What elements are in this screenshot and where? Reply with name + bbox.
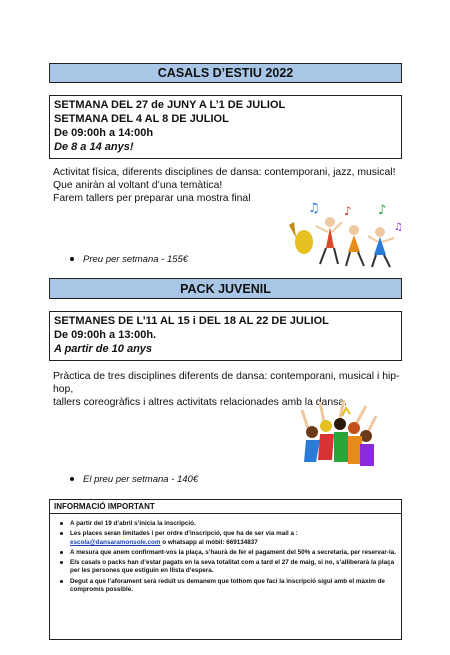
info-header: INFORMACIÓ IMPORTANT <box>50 500 401 514</box>
email-link[interactable]: escola@dansaramonsole.com <box>70 538 161 546</box>
desc-line: tallers coreogràfics i altres activitats relacionades amb la dansa. <box>53 397 347 408</box>
dance-music-illustration <box>286 200 406 270</box>
bullet-dot <box>70 477 74 481</box>
pack-schedule-box <box>49 311 402 361</box>
hours: De 09:00h a 13:00h. <box>54 329 157 341</box>
info-text: o whatsapp al mòbil: 669134837 <box>160 538 258 546</box>
info-item <box>60 559 397 576</box>
weeks: SETMANES DE L’11 AL 15 i DEL 18 AL 22 DE JULIOL <box>54 315 329 327</box>
bullet-dot <box>60 561 63 564</box>
dancing-kids-illustration <box>298 398 378 468</box>
hours: De 09:00h a 14:00h <box>54 127 154 139</box>
info-text: Els casals o packs han d’estar pagats en la seva totalitat com a tard el 27 de maig, si no, s’alliberarà la plaça per les persones que estiguin en llista d’espera. <box>70 559 395 575</box>
info-item <box>60 520 397 528</box>
bullet-dot <box>60 580 63 583</box>
svg-text:♫: ♫ <box>394 222 403 233</box>
desc-line: Que aniràn al voltant d’una temàtica! <box>53 180 223 191</box>
casals-price <box>70 254 188 265</box>
svg-text:♪: ♪ <box>344 204 352 218</box>
price-text: Preu per setmana - 155€ <box>83 254 189 265</box>
info-text: Les places seran limitades i per ordre d’inscripció, que ha de ser via mail a : <box>70 530 298 538</box>
svg-text:♪: ♪ <box>378 203 387 218</box>
bullet-dot <box>60 551 63 554</box>
price-text: El preu per setmana - 140€ <box>83 474 199 485</box>
ages: A partir de 10 anys <box>54 343 153 355</box>
desc-line: Pràctica de tres disciplines diferents de dansa: contemporani, musical i hip-hop, <box>53 371 400 395</box>
casals-title: CASALS D’ESTIU 2022 <box>49 63 402 83</box>
info-text: A mesura que anem confirmant-vos la plaça, s’haurà de fer el pagament del 50% a secretaria, per reservar-la. <box>70 548 396 556</box>
bullet-dot <box>70 257 74 261</box>
desc-line: Farem tallers per preparar una mostra final <box>53 193 251 204</box>
pack-price <box>70 474 198 485</box>
week-line-1: SETMANA DEL 27 de JUNY A L’1 DE JULIOL <box>54 99 286 111</box>
info-item <box>60 549 397 557</box>
ages: De 8 a 14 anys! <box>54 141 134 153</box>
desc-line: Activitat física, diferents disciplines de dansa: contemporani, jazz, musical! <box>53 167 396 178</box>
casals-schedule-box <box>49 95 402 159</box>
info-text: Degut a que l’aforament serà reduït us demanem que tothom que faci la inscripció sigui amb el màxim de compromís possible. <box>70 577 385 594</box>
week-line-2: SETMANA DEL 4 AL 8 DE JULIOL <box>54 113 229 125</box>
info-list <box>50 514 401 600</box>
bullet-dot <box>60 522 63 525</box>
info-text: A partir del 19 d’abril s’inicia la inscripció. <box>70 520 196 527</box>
pack-juvenil-title: PACK JUVENIL <box>49 278 402 299</box>
bullet-dot <box>60 532 63 535</box>
svg-text:♫: ♫ <box>308 201 320 216</box>
important-info-box <box>49 499 402 640</box>
info-item <box>60 578 397 595</box>
info-item <box>60 530 397 547</box>
